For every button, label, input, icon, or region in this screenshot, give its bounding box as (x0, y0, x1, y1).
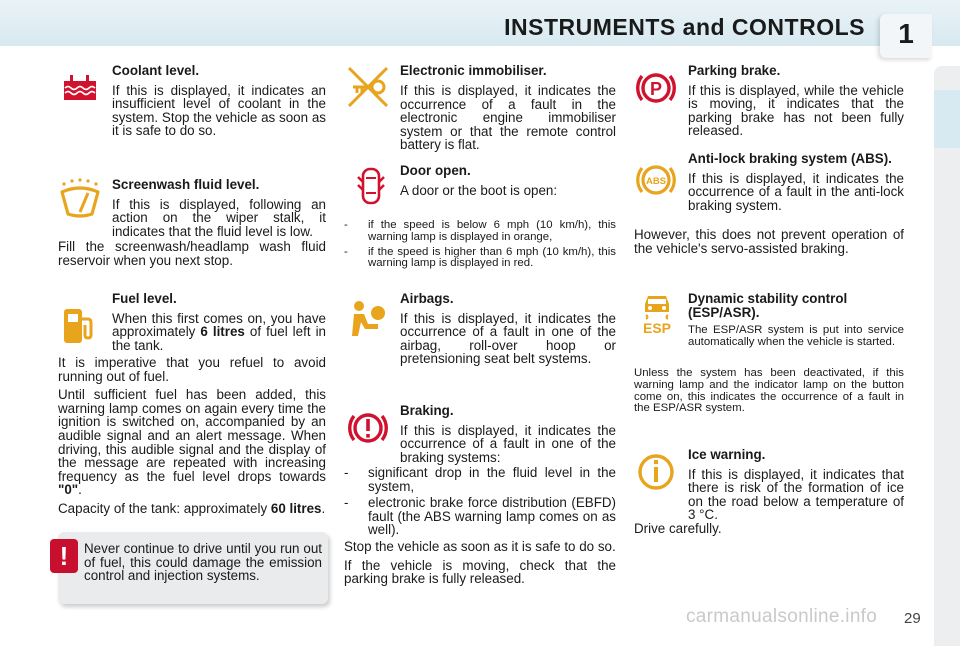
screenwash-text2: Fill the screenwash/headlamp wash fluid reservoir when you next stop. (58, 239, 326, 268)
coolant-level-icon (62, 72, 98, 102)
svg-text:P: P (649, 79, 663, 99)
esp-p2: Unless the system has been deactivated, if this warning lamp and the indicator lamp on the button come on, this indicates the occurrence of a fault in the ESP/ASR system. (634, 367, 904, 415)
abs-icon-label: ABS (645, 176, 667, 187)
page-title: INSTRUMENTS and CONTROLS (504, 14, 865, 40)
braking-section (400, 404, 616, 469)
watermark: carmanualsonline.info (686, 606, 878, 627)
chapter-tab-strip (934, 66, 960, 646)
list-item: - if the speed is below 6 mph (10 km/h), this warning lamp is displayed in orange, (344, 219, 616, 243)
ice-details (634, 522, 904, 541)
airbags-text: If this is displayed, it indicates the occurrence of a fault in one of the airbag, roll-over hoop or pretensioning seat belt systems. (400, 310, 616, 367)
door-text: A door or the boot is open: (400, 182, 558, 198)
door-list (344, 220, 616, 273)
fuel-text: When this first comes on, you have approximately 6 litres of fuel left in the tank. (112, 310, 326, 353)
esp-title: Dynamic stability control (ESP/ASR). (688, 291, 848, 320)
braking-p3: If the vehicle is moving, check that the parking brake is fully released. (344, 557, 616, 587)
door-title: Door open. (400, 163, 471, 178)
coolant-section (112, 64, 326, 143)
list-item: - if the speed is higher than 6 mph (10 km/h), this warning lamp is displayed in red. (344, 245, 616, 270)
immobiliser-text-wrap (344, 84, 616, 157)
door-section (400, 164, 616, 202)
ice-text: If this is displayed, it indicates that there is risk of the formation of ice on the road below a temperature of 3 °C. (688, 466, 904, 523)
parking-brake-icon (634, 66, 678, 110)
immobiliser-text: If this is displayed, it indicates the occurrence of a fault in the electronic engine immobiliser system or that the remote control battery is flat. (400, 83, 616, 153)
chapter-tab-active (934, 90, 960, 148)
esp-section (688, 292, 904, 354)
esp-text: The ESP/ASR system is put into service automatically when the vehicle is started. (688, 324, 904, 348)
fuel-section (112, 292, 326, 357)
airbags-section (400, 292, 616, 371)
screenwash-title: Screenwash fluid level. (112, 177, 260, 192)
ice-section (688, 448, 904, 527)
fuel-details (58, 356, 326, 521)
warning-box-text-wrap (84, 542, 322, 588)
fuel-litres: 6 litres (200, 324, 245, 340)
door-open-icon (357, 166, 385, 206)
abs-icon (634, 158, 678, 202)
airbag-icon (348, 298, 388, 338)
screenwash-icon (58, 178, 102, 222)
braking-details (344, 466, 616, 591)
esp-details (634, 368, 904, 420)
esp-icon (638, 292, 676, 334)
braking-title: Braking. (400, 403, 454, 418)
ice-warning-icon (636, 452, 676, 492)
fuel-title: Fuel level. (112, 291, 177, 306)
page-number: 29 (904, 610, 921, 627)
esp-icon-label: ESP (642, 320, 672, 334)
screenwash-text: If this is displayed, following an action on the wiper stalk, it indicates that the fluid level is low. (112, 196, 326, 239)
abs-text: If this is displayed, it indicates the occurrence of a fault in the anti-lock braking system. (688, 170, 904, 213)
immobiliser-title-wrap (400, 64, 616, 84)
fuel-pump-icon (60, 305, 96, 345)
chapter-tab (880, 14, 932, 58)
fuel-p4: Capacity of the tank: approximately 60 litres. (58, 500, 326, 516)
ice-title: Ice warning. (688, 447, 766, 462)
abs-details (634, 228, 904, 260)
warning-exclamation-icon: ! (50, 539, 78, 573)
abs-title: Anti-lock braking system (ABS). (688, 151, 892, 166)
ice-p2: Drive carefully. (634, 521, 722, 536)
screenwash-advice (58, 240, 326, 272)
list-item: - significant drop in the fluid level in the system, (344, 465, 616, 494)
fuel-p3: Until sufficient fuel has been added, this warning lamp comes on again every time the ignition is switched on, accompanied by an audible signal and an alert message. When driving, this audible signal and the display of the message are repeated with increasing frequency as the fuel level drops towards "0". (58, 387, 326, 498)
fuel-p2: It is imperative that you refuel to avoid running out of fuel. (58, 355, 326, 384)
parking-text: If this is displayed, while the vehicle is moving, it indicates that the parking brake has not been fully released. (688, 82, 904, 139)
warning-box-text: Never continue to drive until you run out of fuel, this could damage the emission control and injection systems. (84, 541, 322, 584)
parking-title: Parking brake. (688, 63, 781, 78)
list-item: - electronic brake force distribution (EBFD) fault (the ABS warning lamp comes on as well). (344, 495, 616, 538)
coolant-text: If this is displayed, it indicates an insufficient level of coolant in the system. Stop the vehicle as soon as it is safe to do so. (112, 82, 326, 139)
coolant-title: Coolant level. (112, 63, 200, 78)
airbags-title: Airbags. (400, 291, 454, 306)
parking-section (688, 64, 904, 143)
abs-p2: However, this does not prevent operation of the vehicle's servo-assisted braking. (634, 227, 904, 256)
immobiliser-title: Electronic immobiliser. (400, 63, 547, 78)
chapter-number: 1 (898, 18, 914, 49)
brake-warning-icon (346, 406, 390, 450)
braking-text: If this is displayed, it indicates the occurrence of a fault in one of the braking systems: (400, 422, 616, 465)
abs-section (688, 152, 904, 217)
braking-p2: Stop the vehicle as soon as it is safe to do so. (344, 538, 616, 554)
screenwash-section (112, 178, 326, 243)
